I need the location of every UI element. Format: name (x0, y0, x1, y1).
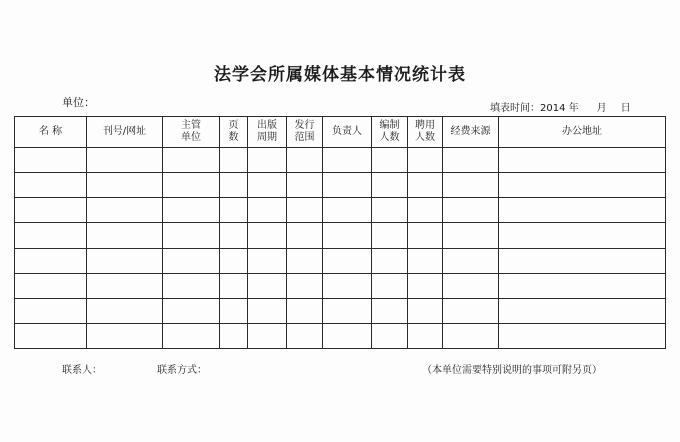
empty-cell (372, 323, 408, 348)
unit-label: 单位： (62, 96, 95, 109)
form-title: 法学会所属媒体基本情况统计表 (214, 65, 466, 85)
empty-cell (408, 148, 443, 173)
empty-cell (248, 148, 287, 173)
empty-cell (220, 298, 248, 323)
empty-cell (443, 223, 499, 248)
fill-date-year: 2014 (540, 103, 566, 114)
empty-cell (287, 198, 323, 223)
empty-cell (499, 173, 666, 198)
fill-date-month-suffix: 月 (596, 103, 607, 114)
empty-cell (372, 273, 408, 298)
empty-cell (287, 298, 323, 323)
header-staff-count-line2: 人数 (379, 132, 400, 143)
empty-cell (443, 198, 499, 223)
empty-cell (372, 198, 408, 223)
empty-cell (443, 273, 499, 298)
empty-cell (323, 273, 372, 298)
empty-cell (248, 173, 287, 198)
empty-cell (15, 223, 87, 248)
empty-cell (248, 273, 287, 298)
table-row (15, 198, 666, 223)
header-supervising-unit (163, 117, 220, 148)
header-page-count-line2: 数 (228, 132, 239, 143)
header-publication-cycle (248, 117, 287, 148)
empty-cell (408, 173, 443, 198)
empty-cell (323, 148, 372, 173)
empty-cell (220, 248, 248, 273)
empty-cell (163, 323, 220, 348)
table-row (15, 298, 666, 323)
empty-cell (372, 148, 408, 173)
empty-cell (163, 248, 220, 273)
empty-cell (408, 248, 443, 273)
empty-cell (87, 323, 163, 348)
empty-cell (287, 273, 323, 298)
header-hired-count (408, 117, 443, 148)
empty-cell (87, 248, 163, 273)
empty-cell (163, 298, 220, 323)
empty-cell (15, 298, 87, 323)
empty-cell (220, 173, 248, 198)
header-funding-source-text: 经费来源 (450, 126, 491, 137)
table-body (15, 148, 666, 349)
empty-cell (15, 323, 87, 348)
empty-cell (287, 223, 323, 248)
fill-date-day-suffix: 日 (620, 103, 631, 114)
table-row (15, 273, 666, 298)
empty-cell (248, 248, 287, 273)
empty-cell (15, 198, 87, 223)
empty-cell (408, 298, 443, 323)
empty-cell (443, 148, 499, 173)
table-row (15, 248, 666, 273)
fill-date-year-suffix: 年 (568, 103, 579, 114)
footer-contact-method-label: 联系方式： (157, 365, 207, 376)
empty-cell (408, 323, 443, 348)
empty-cell (372, 248, 408, 273)
footer-contact-label: 联系人： (62, 365, 102, 376)
empty-cell (87, 198, 163, 223)
empty-cell (443, 298, 499, 323)
empty-cell (372, 298, 408, 323)
empty-cell (87, 223, 163, 248)
header-person-in-charge-text: 负责人 (332, 126, 362, 137)
table-row (15, 148, 666, 173)
empty-cell (323, 298, 372, 323)
empty-cell (372, 173, 408, 198)
empty-cell (163, 173, 220, 198)
header-name (15, 117, 87, 148)
footer-note: （本单位需要特别说明的事项可附另页） (422, 365, 602, 376)
empty-cell (443, 173, 499, 198)
header-page-count (220, 117, 248, 148)
empty-cell (287, 323, 323, 348)
empty-cell (248, 198, 287, 223)
empty-cell (248, 223, 287, 248)
empty-cell (163, 198, 220, 223)
empty-cell (323, 323, 372, 348)
empty-cell (220, 223, 248, 248)
empty-cell (499, 298, 666, 323)
header-distribution-scope-line2: 范围 (294, 132, 315, 143)
empty-cell (87, 273, 163, 298)
empty-cell (499, 273, 666, 298)
empty-cell (323, 198, 372, 223)
empty-cell (87, 148, 163, 173)
empty-cell (220, 273, 248, 298)
empty-cell (15, 173, 87, 198)
header-issue-number-url (87, 117, 163, 148)
empty-cell (443, 248, 499, 273)
empty-cell (408, 273, 443, 298)
header-staff-count-line1: 编制 (379, 120, 400, 131)
header-supervising-unit-line2: 单位 (181, 132, 201, 143)
header-name-text: 名 称 (38, 126, 63, 137)
header-hired-count-line2: 人数 (415, 132, 435, 143)
empty-cell (499, 223, 666, 248)
empty-cell (323, 173, 372, 198)
fill-date (490, 99, 631, 114)
empty-cell (220, 323, 248, 348)
header-publication-cycle-line2: 周期 (257, 132, 277, 143)
table-row (15, 173, 666, 198)
empty-cell (499, 323, 666, 348)
header-issue-number-url-text: 刊号/网址 (102, 126, 147, 137)
fill-date-label: 填表时间： (490, 103, 540, 114)
empty-cell (408, 198, 443, 223)
empty-cell (220, 198, 248, 223)
header-person-in-charge (323, 117, 372, 148)
header-distribution-scope (287, 117, 323, 148)
empty-cell (87, 298, 163, 323)
header-office-address-text: 办公地址 (562, 126, 602, 137)
header-office-address (499, 117, 666, 148)
header-distribution-scope-line1: 发行 (294, 120, 315, 131)
empty-cell (15, 273, 87, 298)
table-row (15, 223, 666, 248)
empty-cell (248, 298, 287, 323)
empty-cell (499, 148, 666, 173)
header-page-count-line1: 页 (228, 120, 239, 131)
empty-cell (323, 248, 372, 273)
empty-cell (163, 223, 220, 248)
empty-cell (163, 273, 220, 298)
empty-cell (220, 148, 248, 173)
statistics-table (14, 116, 666, 349)
empty-cell (499, 248, 666, 273)
empty-cell (15, 248, 87, 273)
empty-cell (287, 148, 323, 173)
empty-cell (15, 148, 87, 173)
header-publication-cycle-line1: 出版 (257, 120, 277, 131)
empty-cell (323, 223, 372, 248)
empty-cell (287, 248, 323, 273)
header-funding-source (443, 117, 499, 148)
empty-cell (443, 323, 499, 348)
table-row (15, 323, 666, 348)
empty-cell (408, 223, 443, 248)
header-hired-count-line1: 聘用 (415, 120, 435, 131)
header-supervising-unit-line1: 主管 (181, 120, 201, 131)
empty-cell (87, 173, 163, 198)
empty-cell (248, 323, 287, 348)
empty-cell (287, 173, 323, 198)
empty-cell (372, 223, 408, 248)
empty-cell (499, 198, 666, 223)
header-row (15, 117, 666, 148)
empty-cell (163, 148, 220, 173)
header-staff-count (372, 117, 408, 148)
